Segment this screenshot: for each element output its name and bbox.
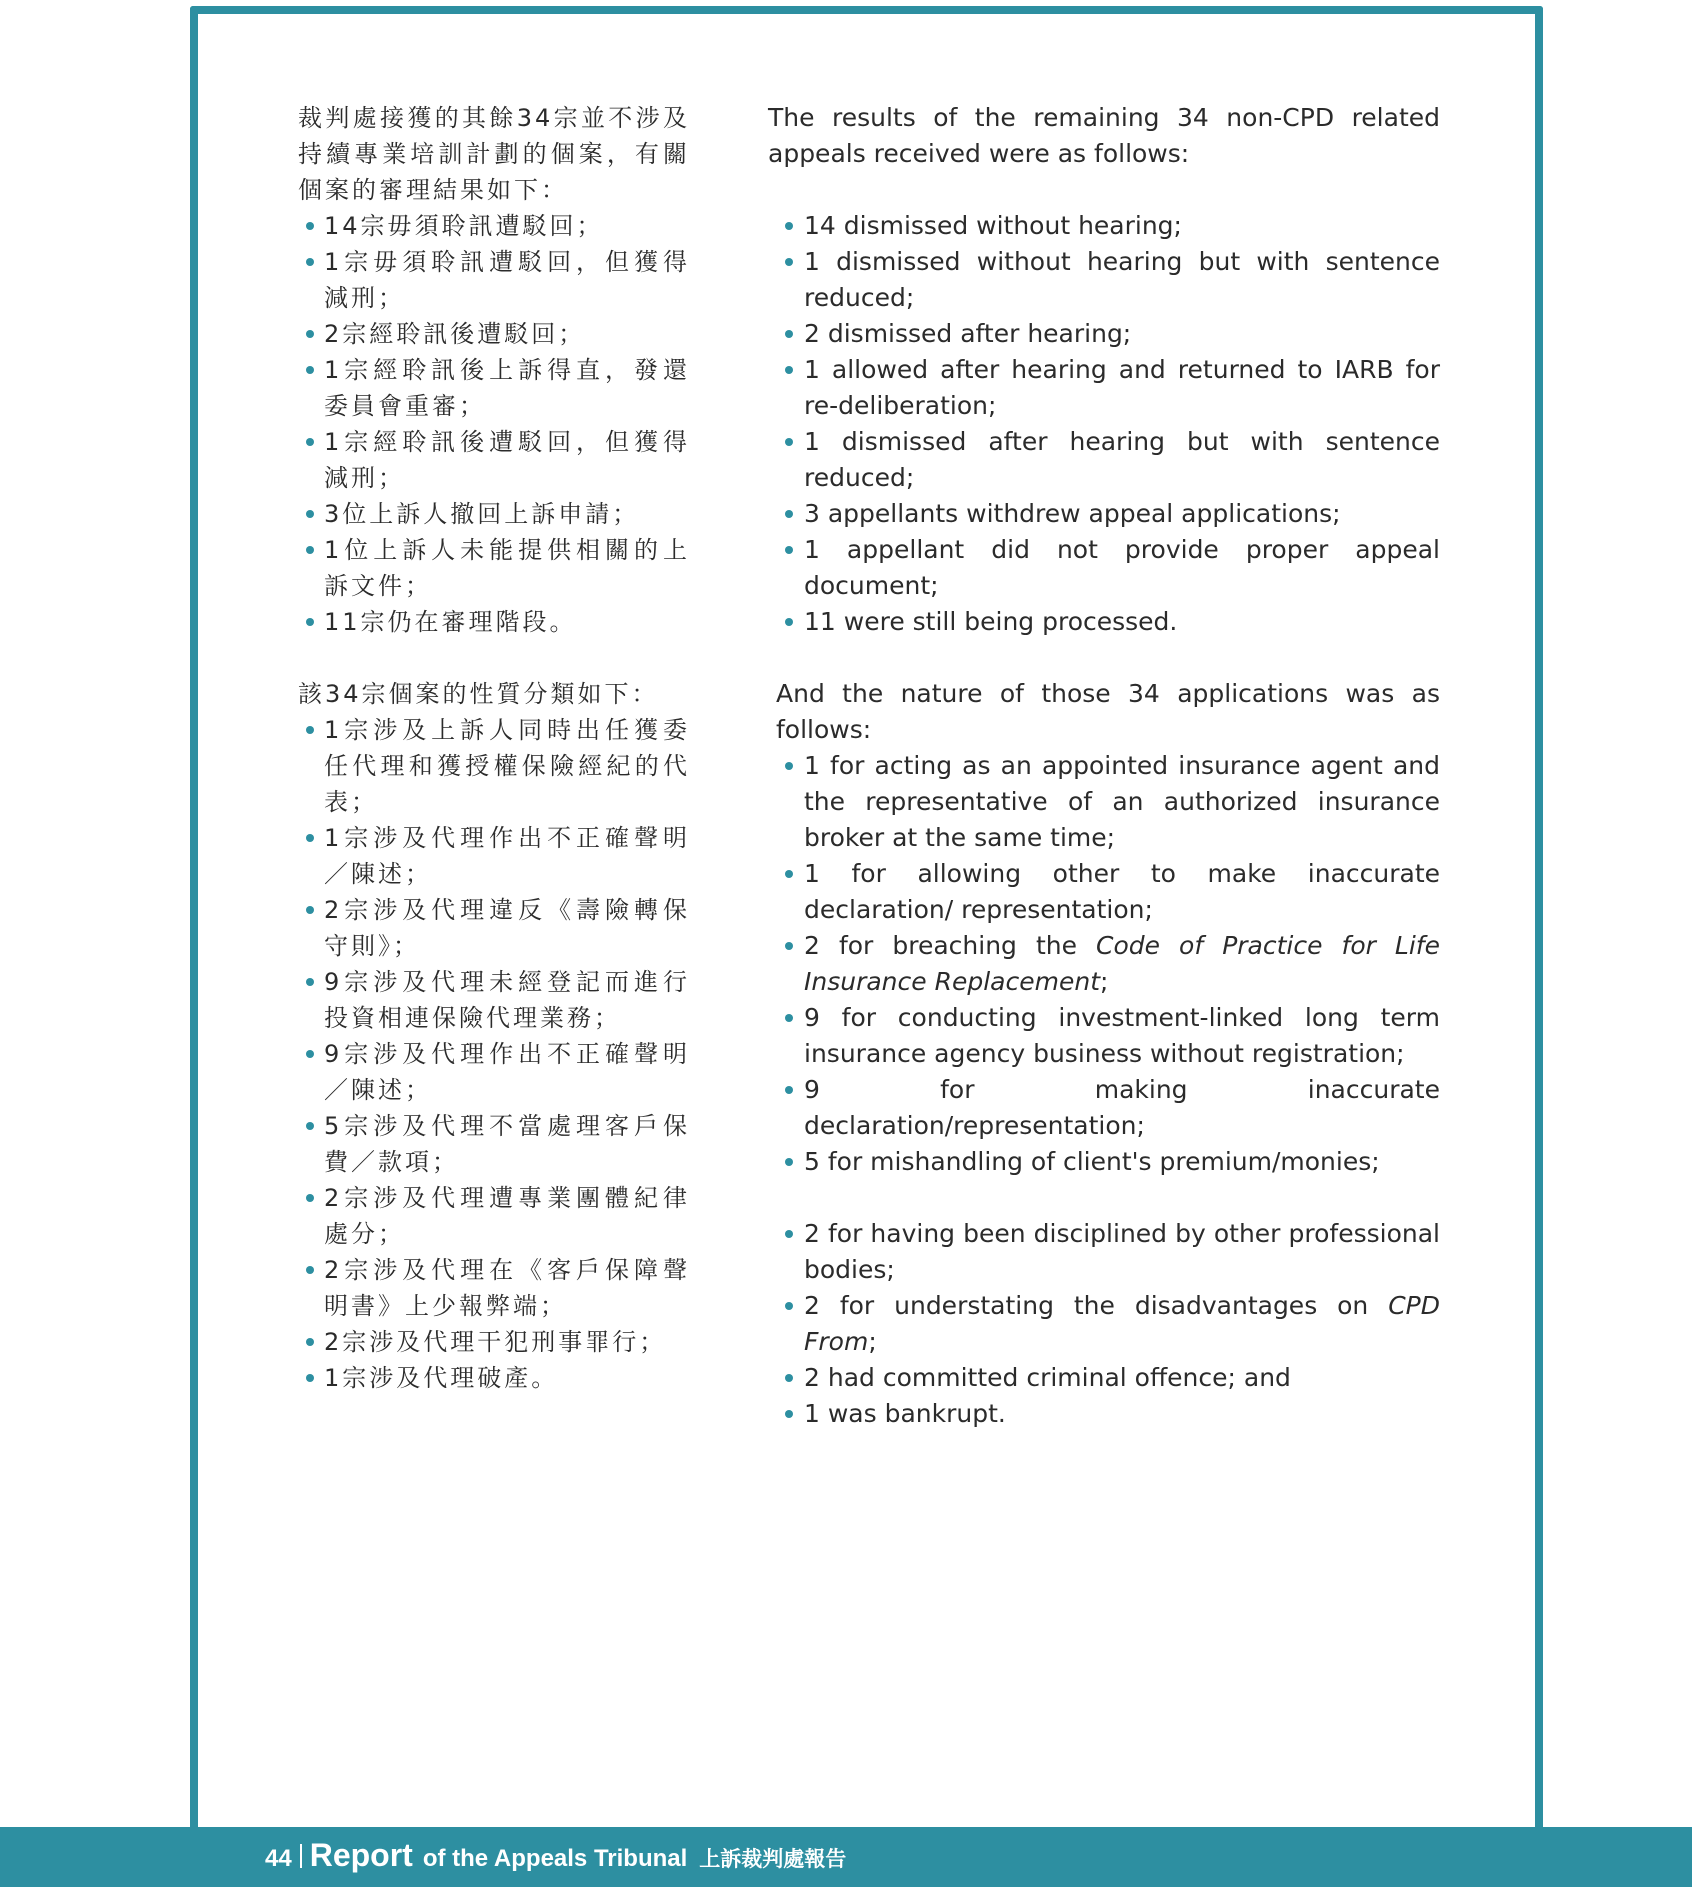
bullet-dot-icon: [306, 438, 314, 446]
footer-content: [265, 1837, 846, 1874]
page-number: 44: [265, 1845, 292, 1872]
list-item: 5宗涉及代理不當處理客戶保費／款項；: [298, 1108, 690, 1180]
list-item: 1 dismissed without hearing but with sentence reduced;: [776, 244, 1440, 316]
bullet-dot-icon: [785, 366, 793, 374]
bullet-dot-icon: [306, 546, 314, 554]
bullet-dot-icon: [785, 762, 793, 770]
list-item: 2 dismissed after hearing;: [776, 316, 1440, 352]
list-item: 1 appellant did not provide proper appeal document;: [776, 532, 1440, 604]
cpd-form-title: CPD From: [804, 1291, 1440, 1356]
bullet-dot-icon: [306, 1050, 314, 1058]
bullet-dot-icon: [306, 1266, 314, 1274]
en-results-intro: The results of the remaining 34 non-CPD related appeals received were as follows:: [768, 103, 1440, 168]
list-item: 1宗毋須聆訊遭駁回，但獲得減刑；: [298, 244, 690, 316]
list-item: 2宗經聆訊後遭駁回；: [298, 316, 690, 352]
bullet-dot-icon: [785, 258, 793, 266]
bullet-dot-icon: [306, 1374, 314, 1382]
bullet-dot-icon: [785, 1014, 793, 1022]
list-item: 2 for understating the disadvantages on CPD From;: [776, 1288, 1440, 1360]
bullet-dot-icon: [785, 942, 793, 950]
list-item: 1宗經聆訊後上訴得直，發還委員會重審；: [298, 352, 690, 424]
zh-nature-list: [298, 712, 690, 1396]
bullet-dot-icon: [306, 1338, 314, 1346]
zh-nature-intro: 該34宗個案的性質分類如下：: [298, 680, 659, 708]
en-results-list: [768, 208, 1440, 640]
list-item: 1宗涉及代理破產。: [298, 1360, 690, 1396]
list-item: 3位上訴人撤回上訴申請；: [298, 496, 690, 532]
list-item: 2宗涉及代理違反《壽險轉保守則》；: [298, 892, 690, 964]
english-column: [768, 100, 1440, 1432]
en-nature-list: [768, 748, 1440, 1432]
page-footer: [0, 1827, 1692, 1887]
list-item: 11宗仍在審理階段。: [298, 604, 690, 640]
list-item: 2 for breaching the Code of Practice for Life Insurance Replacement;: [776, 928, 1440, 1000]
list-item: 9宗涉及代理未經登記而進行投資相連保險代理業務；: [298, 964, 690, 1036]
bullet-dot-icon: [306, 222, 314, 230]
bullet-dot-icon: [306, 330, 314, 338]
bullet-dot-icon: [785, 618, 793, 626]
list-item: 2 for having been disciplined by other professional bodies;: [776, 1216, 1440, 1288]
bullet-dot-icon: [306, 510, 314, 518]
chinese-column: [298, 100, 690, 1396]
bullet-dot-icon: [785, 870, 793, 878]
bullet-dot-icon: [785, 1086, 793, 1094]
list-item: 2宗涉及代理干犯刑事罪行；: [298, 1324, 690, 1360]
list-item: 1 was bankrupt.: [776, 1396, 1440, 1432]
list-item: 1 dismissed after hearing but with sentence reduced;: [776, 424, 1440, 496]
bullet-dot-icon: [785, 1230, 793, 1238]
footer-divider: [300, 1844, 302, 1868]
bullet-dot-icon: [785, 1158, 793, 1166]
bullet-dot-icon: [785, 222, 793, 230]
zh-results-intro: 裁判處接獲的其餘34宗並不涉及持續專業培訓計劃的個案，有關個案的審理結果如下：: [298, 104, 690, 204]
list-item: 9 for making inaccurate declaration/representation;: [776, 1072, 1440, 1144]
list-item: 1 allowed after hearing and returned to IARB for re-deliberation;: [776, 352, 1440, 424]
bullet-dot-icon: [306, 726, 314, 734]
list-item: 2宗涉及代理在《客戶保障聲明書》上少報弊端；: [298, 1252, 690, 1324]
list-item: 1宗經聆訊後遭駁回，但獲得減刑；: [298, 424, 690, 496]
report-subtitle: of the Appeals Tribunal: [422, 1845, 688, 1872]
bullet-dot-icon: [306, 258, 314, 266]
list-item: 14 dismissed without hearing;: [776, 208, 1440, 244]
list-item: 11 were still being processed.: [776, 604, 1440, 640]
bullet-dot-icon: [306, 366, 314, 374]
zh-results-list: [298, 208, 690, 640]
bullet-dot-icon: [306, 906, 314, 914]
bullet-dot-icon: [785, 1302, 793, 1310]
report-wordmark: Report: [309, 1837, 413, 1873]
bullet-dot-icon: [306, 1122, 314, 1130]
list-item: 9 for conducting investment-linked long term insurance agency business without registration;: [776, 1000, 1440, 1072]
list-item: 9宗涉及代理作出不正確聲明／陳述；: [298, 1036, 690, 1108]
code-of-practice-title: Code of Practice for Life Insurance Replacement: [804, 931, 1440, 996]
list-item: 2 had committed criminal offence; and: [776, 1360, 1440, 1396]
bullet-dot-icon: [306, 834, 314, 842]
bullet-dot-icon: [785, 546, 793, 554]
bullet-dot-icon: [306, 1194, 314, 1202]
bullet-dot-icon: [785, 1410, 793, 1418]
list-item: 2宗涉及代理遭專業團體紀律處分；: [298, 1180, 690, 1252]
bullet-dot-icon: [785, 1374, 793, 1382]
bullet-dot-icon: [306, 978, 314, 986]
bullet-dot-icon: [306, 618, 314, 626]
list-item: 5 for mishandling of client's premium/monies;: [776, 1144, 1440, 1216]
list-item: 3 appellants withdrew appeal applications;: [776, 496, 1440, 532]
list-item: 14宗毋須聆訊遭駁回；: [298, 208, 690, 244]
bullet-dot-icon: [785, 438, 793, 446]
list-item: 1位上訴人未能提供相關的上訴文件；: [298, 532, 690, 604]
en-nature-intro: And the nature of those 34 applications was as follows:: [776, 679, 1440, 744]
list-item: 1 for allowing other to make inaccurate declaration/ representation;: [776, 856, 1440, 928]
bullet-dot-icon: [785, 510, 793, 518]
bullet-dot-icon: [785, 330, 793, 338]
list-item: 1宗涉及代理作出不正確聲明／陳述；: [298, 820, 690, 892]
list-item: 1 for acting as an appointed insurance agent and the representative of an authorized insurance broker at the same time;: [776, 748, 1440, 856]
report-title-chinese: 上訴裁判處報告: [699, 1847, 847, 1871]
list-item: 1宗涉及上訴人同時出任獲委任代理和獲授權保險經紀的代表；: [298, 712, 690, 820]
